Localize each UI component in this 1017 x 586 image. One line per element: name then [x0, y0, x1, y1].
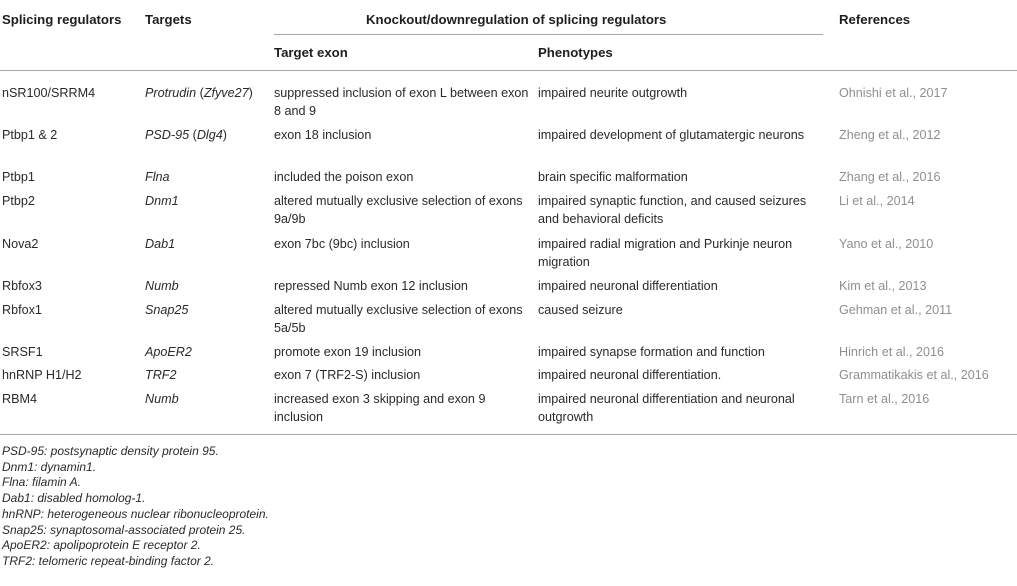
cell-target: Snap25 [145, 303, 189, 317]
cell-target-exon: exon 7bc (9bc) inclusion [274, 237, 410, 251]
cell-regulator: SRSF1 [2, 345, 43, 359]
cell-phenotype: brain specific malformation [538, 170, 688, 184]
cell-target: ApoER2 [145, 345, 192, 359]
cell-regulator: Ptbp1 & 2 [2, 128, 58, 142]
cell-regulator: hnRNP H1/H2 [2, 368, 82, 382]
cell-phenotype: impaired radial migration and Purkinje neuron migration [538, 237, 793, 269]
header-phenotypes: Phenotypes [538, 45, 613, 60]
footnote: Dnm1: dynamin1. [2, 459, 97, 474]
cell-target: PSD-95 (Dlg4) [145, 128, 227, 142]
table-header-row-2 [0, 38, 1017, 69]
cell-reference: Zheng et al., 2012 [839, 128, 941, 142]
cell-regulator: nSR100/SRRM4 [2, 86, 96, 100]
cell-target: TRF2 [145, 368, 177, 382]
cell-target-exon: suppressed inclusion of exon L between exon 8 and 9 [274, 86, 529, 118]
footnote: Flna: filamin A. [2, 475, 81, 490]
cell-target: Protrudin (Zfyve27) [145, 86, 253, 100]
header-references: References [839, 12, 911, 27]
header-splicing-regulators: Splicing regulators [2, 12, 122, 27]
cell-reference: Li et al., 2014 [839, 194, 915, 208]
cell-reference: Yano et al., 2010 [839, 237, 934, 251]
table-bottom-rule [0, 434, 1017, 435]
footnotes [2, 444, 269, 570]
cell-target-exon: exon 18 inclusion [274, 128, 372, 142]
cell-phenotype: impaired development of glutamatergic neurons [538, 128, 805, 142]
cell-target: Numb [145, 279, 179, 293]
footnote: ApoER2: apolipoprotein E receptor 2. [2, 538, 201, 553]
cell-target-exon: promote exon 19 inclusion [274, 345, 422, 359]
header-targets: Targets [145, 12, 192, 27]
cell-target: Numb [145, 392, 179, 406]
cell-phenotype: impaired neuronal differentiation. [538, 368, 722, 382]
table-header-row-1 [0, 0, 1017, 38]
cell-phenotype: impaired neurite outgrowth [538, 86, 688, 100]
cell-phenotype: impaired neuronal differentiation and neuronal outgrowth [538, 392, 795, 424]
cell-target-exon: increased exon 3 skipping and exon 9 inclusion [274, 392, 486, 424]
cell-reference: Grammatikakis et al., 2016 [839, 368, 989, 382]
cell-phenotype: caused seizure [538, 303, 623, 317]
cell-reference: Kim et al., 2013 [839, 279, 927, 293]
footnote: Snap25: synaptosomal-associated protein 25. [2, 522, 246, 537]
cell-target: Flna [145, 170, 170, 184]
header-knockout-group: Knockout/downregulation of splicing regulators [366, 12, 667, 27]
cell-target: Dab1 [145, 237, 176, 251]
cell-target-exon: exon 7 (TRF2-S) inclusion [274, 368, 421, 382]
cell-regulator: Ptbp1 [2, 170, 35, 184]
cell-phenotype: impaired synapse formation and function [538, 345, 765, 359]
cell-regulator: Rbfox1 [2, 303, 42, 317]
footnote: Dab1: disabled homolog-1. [2, 491, 146, 506]
cell-reference: Hinrich et al., 2016 [839, 345, 945, 359]
group-underline [274, 34, 823, 35]
header-target-exon: Target exon [274, 45, 348, 60]
cell-target-exon: included the poison exon [274, 170, 414, 184]
cell-phenotype: impaired synaptic function, and caused seizures and behavioral deficits [538, 194, 807, 226]
cell-regulator: Rbfox3 [2, 279, 42, 293]
footnote: TRF2: telomeric repeat-binding factor 2. [2, 553, 215, 568]
cell-regulator: RBM4 [2, 392, 37, 406]
cell-reference: Tarn et al., 2016 [839, 392, 930, 406]
cell-target-exon: altered mutually exclusive selection of exons 9a/9b [274, 194, 523, 226]
cell-target: Dnm1 [145, 194, 179, 208]
footnote: PSD-95: postsynaptic density protein 95. [2, 444, 219, 458]
cell-reference: Gehman et al., 2011 [839, 303, 953, 317]
cell-regulator: Nova2 [2, 237, 39, 251]
cell-regulator: Ptbp2 [2, 194, 35, 208]
cell-reference: Ohnishi et al., 2017 [839, 86, 948, 100]
cell-target-exon: altered mutually exclusive selection of exons 5a/5b [274, 303, 523, 335]
cell-reference: Zhang et al., 2016 [839, 170, 941, 184]
cell-target-exon: repressed Numb exon 12 inclusion [274, 279, 468, 293]
cell-phenotype: impaired neuronal differentiation [538, 279, 718, 293]
footnote: hnRNP: heterogeneous nuclear ribonucleoprotein. [2, 506, 269, 521]
header-bottom-rule [0, 70, 1017, 71]
